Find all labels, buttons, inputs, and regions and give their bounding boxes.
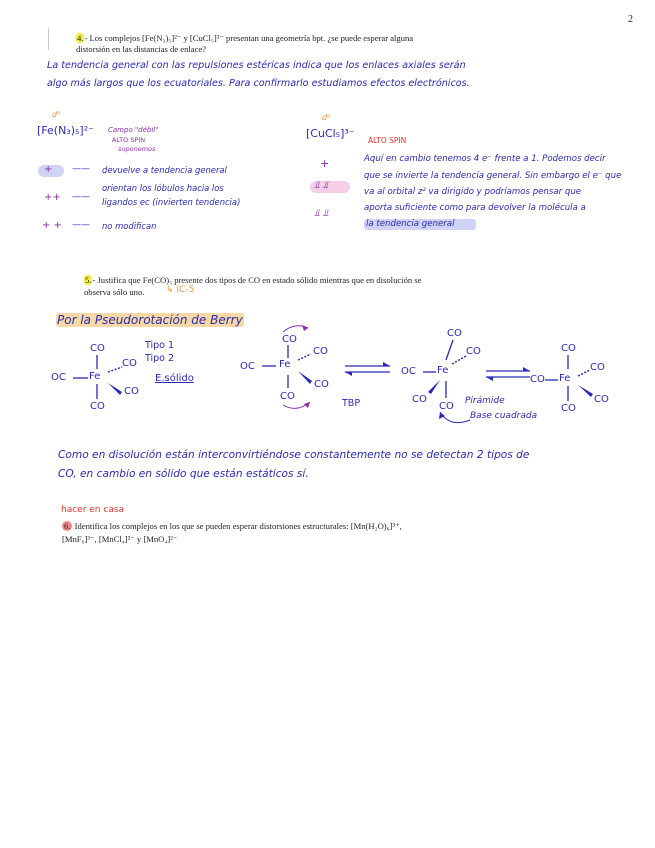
cu-text-line5: la tendencia general	[366, 219, 455, 229]
cu-dcount: d⁹	[322, 113, 331, 122]
page-number: 2	[628, 14, 633, 25]
s1-oc-left: OC	[51, 372, 66, 383]
fe-row1-arrow: ——	[72, 164, 90, 174]
fe-dcount: d⁶	[52, 110, 61, 119]
s2-co-eq1: CO	[313, 346, 328, 357]
s1-esolido: E.sólido	[155, 373, 194, 384]
fe-note-suponemos: suponemos	[118, 145, 156, 153]
s2-co-eq2: CO	[314, 379, 329, 390]
cu-text-line4: aporta suficiente como para devolver la molécula a	[364, 203, 586, 213]
cu-row1-electrons: +	[320, 157, 330, 170]
s1-tipo2: Tipo 2	[145, 353, 175, 364]
s3-basecuadrada-label: Base cuadrada	[470, 411, 538, 421]
s3-oc-left: OC	[401, 366, 416, 377]
s4-co-top: CO	[561, 343, 576, 354]
q6-prompt-line2: [MnF₆]³⁻, [MnCl₄]²⁻ y [MnO₄]²⁻	[62, 534, 178, 544]
s2-bond-wedge	[298, 371, 312, 384]
cu-formula: [CuCl₅]³⁻	[306, 127, 355, 140]
q4-answer-line1: La tendencia general con las repulsiones estéricas indica que los enlaces axiales serán	[47, 60, 466, 71]
q4-number: 4.	[77, 33, 84, 43]
s3-co-bottom: CO	[439, 401, 454, 412]
s4-bond-dashed	[578, 370, 590, 376]
fe-row1-text: devuelve a tendencia general	[102, 165, 227, 175]
cu-row2-electrons: ⫫ ⫫	[314, 180, 329, 191]
s3-piramide-label: Pirámide	[465, 396, 505, 406]
q5-heading-text: Por la Pseudorotación de Berry	[57, 313, 243, 327]
fe-row2-text-b: ligandos ec (invierten tendencia)	[102, 197, 241, 207]
s1-co-top: CO	[90, 343, 105, 354]
q5-conclusion-line2: CO, en cambio en sólido que están estáticos sí.	[58, 468, 309, 480]
s3-co-eq1: CO	[466, 346, 481, 357]
s2-bond-dashed	[298, 354, 311, 360]
fe-row1-electrons: +	[44, 164, 53, 175]
s3-co-eq2: CO	[412, 394, 427, 405]
fe-note-campo: Campo "débil"	[108, 126, 159, 134]
cu-row3-electrons: ⫫ ⫫	[314, 208, 329, 219]
q4-prompt-text: - Los complejos [Fe(N₃)₅]²⁻ y [CuCl₅]³⁻ presentan una geometría bpt. ¿se puede esperar alguna	[84, 33, 414, 43]
cu-note-altospin: ALTO SPIN	[368, 136, 407, 145]
s4-co-bottom: CO	[561, 403, 576, 414]
fe-note-altospin: ALTO SPIN	[112, 136, 146, 144]
q6-prompt-text: Identifica los complejos en los que se pueden esperar distorsiones estructurales: [Mn(H₂O)₆]³⁺,	[74, 521, 402, 531]
q5-prompt-line2: observa sólo uno.	[84, 287, 145, 297]
s2-rotation-arrowhead-top	[302, 325, 308, 331]
s3-bond-wedge	[428, 380, 440, 394]
s1-fe: Fe	[89, 371, 101, 382]
q4-answer-line2: algo más largos que los ecuatoriales. Para confirmarlo estudiamos efectos electrónicos.	[47, 78, 470, 89]
s4-co-eq2: CO	[594, 394, 609, 405]
s2-co-top: CO	[282, 334, 297, 345]
q5-number: 5.	[85, 275, 92, 285]
cu-text-line2: que se invierte la tendencia general. Sin embargo el e⁻ que	[364, 171, 622, 181]
fe-formula: [Fe(N₃)₅]²⁻	[37, 124, 94, 137]
s3-bond-apical	[446, 340, 453, 360]
s3-pointer-arrow	[440, 412, 470, 423]
q5-tag: ↳ IC-5	[166, 285, 195, 295]
q5-prompt-text: - Justifica que Fe(CO)₅ presente dos tipos de CO en estado sólido mientras que en disolución se	[92, 275, 422, 285]
s1-eq-bond-wedge	[108, 383, 122, 395]
s1-tipo1: Tipo 1	[145, 340, 175, 351]
q6-prompt-line1	[62, 521, 402, 532]
s1-co-bottom: CO	[90, 401, 105, 412]
fe-row3-arrow: ——	[72, 220, 90, 230]
q4-prompt-line2: distorsión en las distancias de enlace?	[76, 44, 207, 54]
q6-note: hacer en casa	[61, 505, 125, 515]
s4-bond-wedge	[578, 385, 593, 397]
s2-co-bottom: CO	[280, 391, 295, 402]
q6-number: 6.	[64, 521, 71, 531]
s4-fe: Fe	[559, 373, 571, 384]
q5-conclusion-line1: Como en disolución están interconvirtiéndose constantemente no se detectan 2 tipos de	[58, 449, 530, 461]
s1-eq-bond-dashed	[108, 367, 122, 372]
s2-tbp-label: TBP	[342, 398, 361, 409]
s3-co-apical: CO	[447, 328, 462, 339]
fe-row2-text-a: orientan los lóbulos hacia los	[102, 183, 224, 193]
fe-row3-text: no modifican	[102, 221, 157, 231]
s3-fe: Fe	[437, 365, 449, 376]
s2-fe: Fe	[279, 359, 291, 370]
s1-co-eq1: CO	[122, 358, 137, 369]
fe-row2-arrow: ——	[72, 192, 90, 202]
q5-tag-text: IC-5	[176, 285, 195, 295]
cu-text-line1: Aquí en cambio tenemos 4 e⁻ frente a 1. Podemos decir	[364, 154, 606, 164]
fe-row2-electrons: ++	[44, 192, 61, 203]
s4-co-left: CO	[530, 374, 545, 385]
s4-co-eq1: CO	[590, 362, 605, 373]
s1-co-eq2: CO	[124, 386, 139, 397]
s3-bond-dashed	[452, 356, 466, 364]
s2-oc-left: OC	[240, 361, 255, 372]
cu-text-line3: va al orbital z² va dirigido y podríamos pensar que	[364, 187, 582, 197]
fe-row3-electrons: + +	[42, 220, 62, 231]
